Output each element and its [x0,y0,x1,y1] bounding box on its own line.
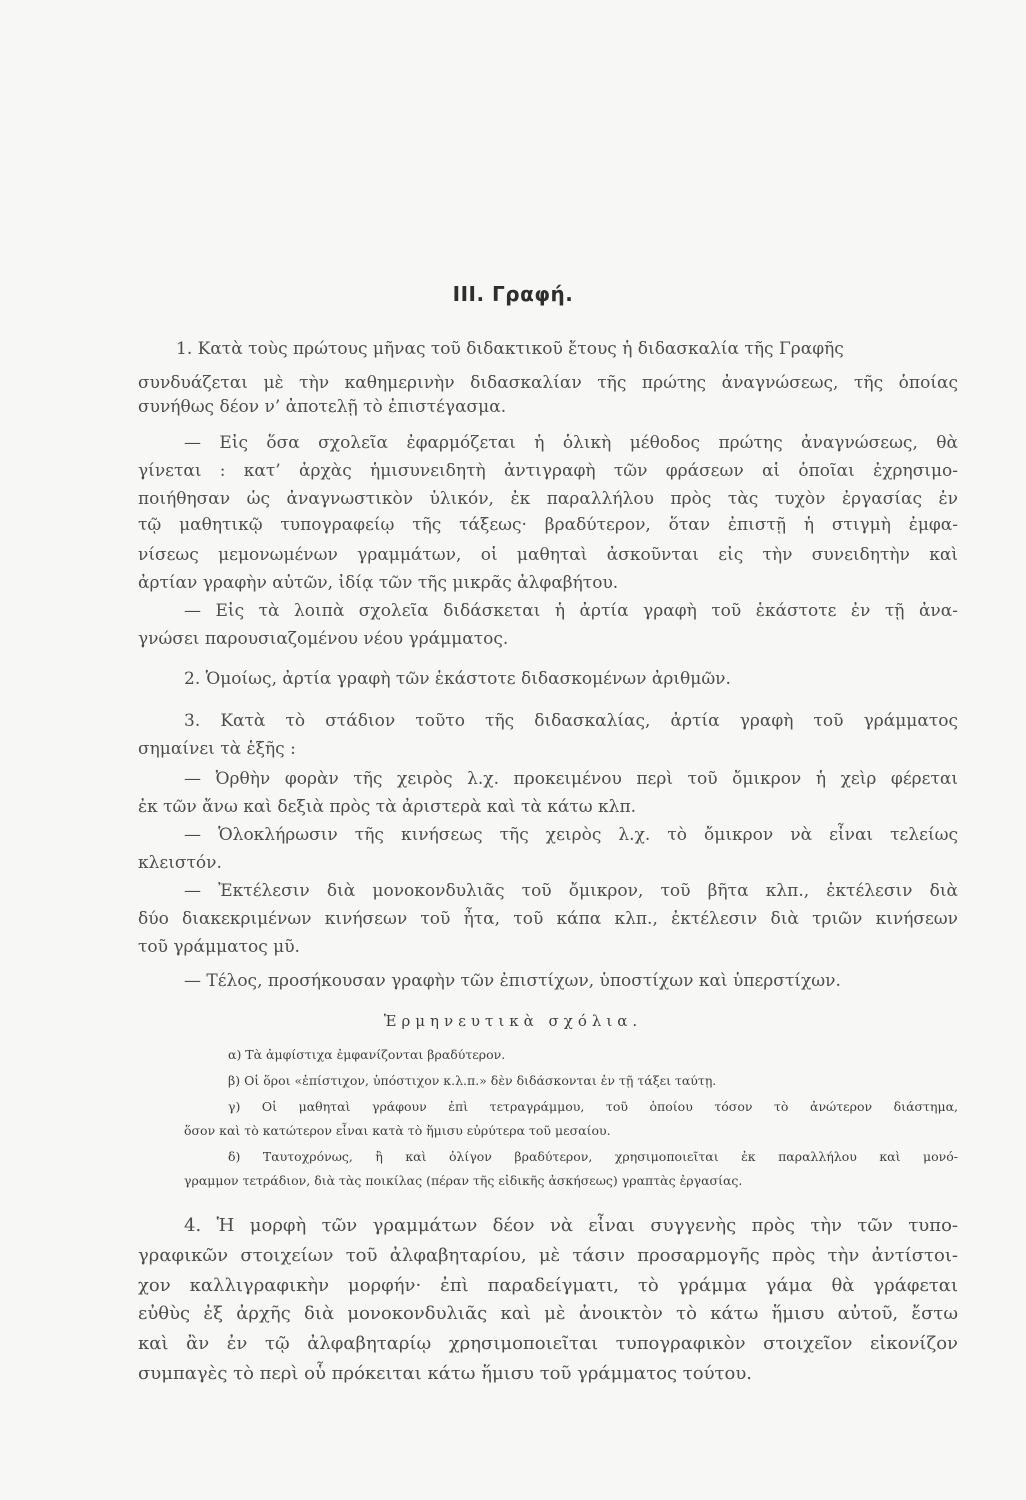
paragraph-line: — Τέλος, προσήκουσαν γραφὴν τῶν ἐπιστίχων, ὑποστίχων καὶ ὑπερστίχων. [184,971,841,991]
note-line: γραμμον τετράδιον, διὰ τὰς ποικίλας (πέραν τῆς εἰδικῆς ἀσκήσεως) γραπτὰς ἐργασίας. [184,1173,743,1188]
paragraph-line: γνώσει παρουσιαζομένου νέου γράμματος. [138,629,509,649]
notes-title: Ἑρμηνευτικὰ σχόλια. [383,1012,643,1030]
paragraph-line: 1. Κατὰ τοὺς πρώτους μῆνας τοῦ διδακτικοῦ ἔτους ἡ διδασκαλία τῆς Γραφῆς [176,339,844,359]
note-line: β) Οἱ ὅροι «ἐπίστιχον, ὑπόστιχον κ.λ.π.» δὲν διδάσκονται ἐν τῇ τάξει ταύτῃ. [228,1073,717,1088]
section-heading: III. Γραφή. [452,282,574,306]
paragraph-line: νίσεως μεμονωμένων γραμμάτων, οἱ μαθηταὶ ἀσκοῦνται εἰς τὴν συνειδητὴν καὶ [138,545,958,565]
paragraph-line: τῷ μαθητικῷ τυπογραφείῳ τῆς τάξεως· βραδύτερον, ὅταν ἐπιστῇ ἡ στιγμὴ ἐμφα- [138,515,958,535]
paragraph-line: 4. Ἡ μορφὴ τῶν γραμμάτων δέον νὰ εἶναι συγγενὴς πρὸς τὴν τῶν τυπο- [184,1215,958,1236]
paragraph-line: τοῦ γράμματος μῦ. [138,937,300,957]
paragraph-line: ἀρτίαν γραφὴν αὐτῶν, ἰδίᾳ τῶν τῆς μικρᾶς ἀλφαβήτου. [138,573,619,593]
paragraph-line: — Ἐκτέλεσιν διὰ μονοκονδυλιᾶς τοῦ ὄμικρον, τοῦ βῆτα κλπ., ἐκτέλεσιν διὰ [184,881,958,901]
paragraph-line: ἐκ τῶν ἄνω καὶ δεξιὰ πρὸς τὰ ἀριστερὰ καὶ τὰ κάτω κλπ. [138,797,637,817]
note-line: ὅσον καὶ τὸ κατώτερον εἶναι κατὰ τὸ ἥμισυ εὐρύτερα τοῦ μεσαίου. [184,1123,611,1138]
paragraph-line: 2. Ὁμοίως, ἀρτία γραφὴ τῶν ἑκάστοτε διδασκομένων ἀριθμῶν. [184,669,731,689]
note-line: δ) Ταυτοχρόνως, ἢ καὶ ὀλίγον βραδύτερον, χρησιμοποιεῖται ἐκ παραλλήλου καὶ μονό- [228,1149,958,1164]
paragraph-line: εὐθὺς ἐξ ἀρχῆς διὰ μονοκονδυλιᾶς καὶ μὲ ἀνοικτὸν τὸ κάτω ἥμισυ αὐτοῦ, ἔστω [138,1303,958,1324]
paragraph-line: σημαίνει τὰ ἑξῆς : [138,739,296,759]
note-line: γ) Οἱ μαθηταὶ γράφουν ἐπὶ τετραγράμμου, τοῦ ὁποίου τόσον τὸ ἀνώτερον διάστημα, [228,1099,958,1114]
paragraph-line: — Ὀρθὴν φορὰν τῆς χειρὸς λ.χ. προκειμένου περὶ τοῦ ὄμικρον ἡ χεὶρ φέρεται [184,769,958,789]
paragraph-line: δύο διακεκριμένων κινήσεων τοῦ ἦτα, τοῦ κάπα κλπ., ἐκτέλεσιν διὰ τριῶν κινήσεων [138,909,958,929]
paragraph-line: γραφικῶν στοιχείων τοῦ ἀλφαβηταρίου, μὲ τάσιν προσαρμογῆς πρὸς τὴν ἀντίστοι- [138,1245,958,1266]
paragraph-line: χον καλλιγραφικὴν μορφήν· ἐπὶ παραδείγματι, τὸ γράμμα γάμα θὰ γράφεται [138,1275,958,1296]
paragraph-line: συνδυάζεται μὲ τὴν καθημερινὴν διδασκαλίαν τῆς πρώτης ἀναγνώσεως, τῆς ὁποίας [138,373,958,393]
paragraph-line: — Εἰς τὰ λοιπὰ σχολεῖα διδάσκεται ἡ ἀρτία γραφὴ τοῦ ἑκάστοτε ἐν τῇ ἀνα- [184,601,958,621]
paragraph-line: 3. Κατὰ τὸ στάδιον τοῦτο τῆς διδασκαλίας, ἀρτία γραφὴ τοῦ γράμματος [184,711,958,731]
paragraph-line: συνήθως δέον ν’ ἀποτελῇ τὸ ἐπιστέγασμα. [138,397,507,417]
paragraph-line: συμπαγὲς τὸ περὶ οὗ πρόκειται κάτω ἥμισυ τοῦ γράμματος τούτου. [138,1363,752,1384]
note-line: α) Τὰ ἀμφίστιχα ἐμφανίζονται βραδύτερον. [228,1047,506,1062]
paragraph-line: — Ὁλοκλήρωσιν τῆς κινήσεως τῆς χειρὸς λ.χ. τὸ ὄμικρον νὰ εἶναι τελείως [184,825,958,845]
paragraph-line: κλειστόν. [138,853,222,873]
paragraph-line: — Εἰς ὅσα σχολεῖα ἐφαρμόζεται ἡ ὁλικὴ μέθοδος πρώτης ἀναγνώσεως, θὰ [184,433,958,453]
paragraph-line: γίνεται : κατ’ ἀρχὰς ἡμισυνειδητὴ ἀντιγραφὴ τῶν φράσεων αἱ ὁποῖαι ἐχρησιμο- [138,461,958,481]
paragraph-line: ποιήθησαν ὡς ἀναγνωστικὸν ὑλικόν, ἐκ παραλλήλου πρὸς τὰς τυχὸν ἐργασίας ἐν [138,489,958,509]
paragraph-line: καὶ ἂν ἐν τῷ ἀλφαβηταρίῳ χρησιμοποιεῖται τυπογραφικὸν στοιχεῖον εἰκονίζον [138,1333,958,1354]
